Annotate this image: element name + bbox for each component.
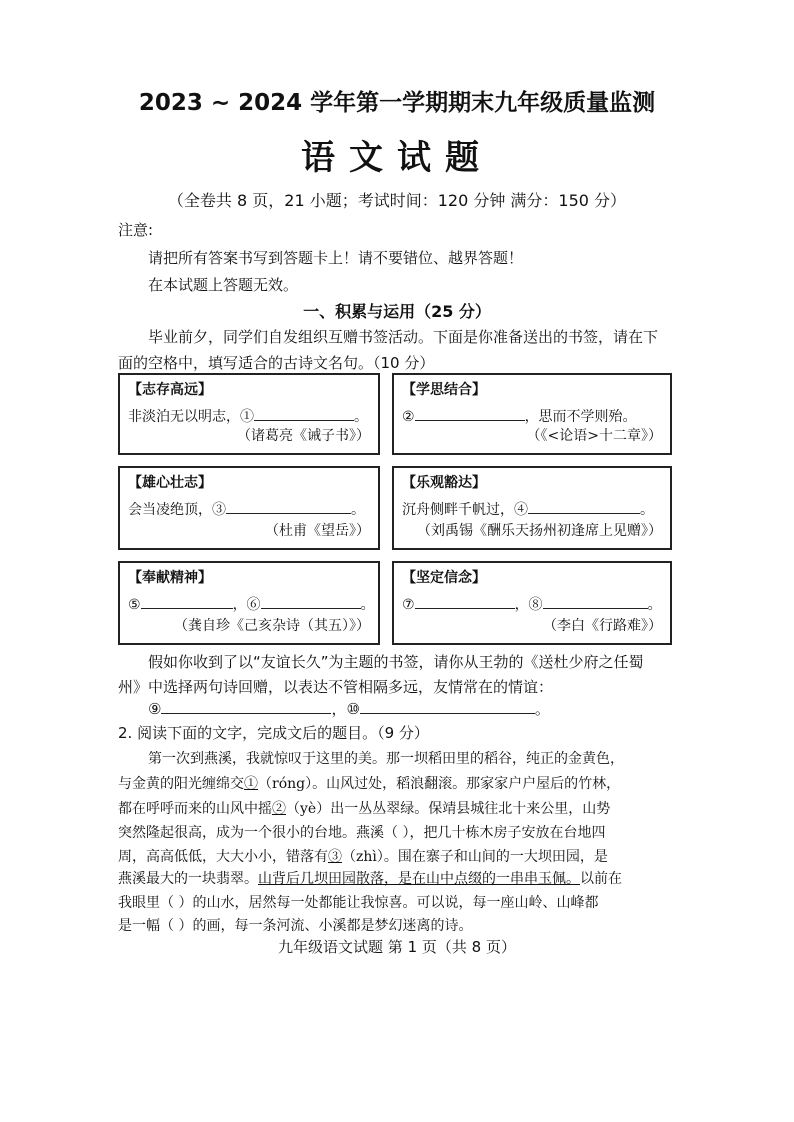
bookmark-source: （李白《行路难》） bbox=[543, 618, 662, 634]
bookmark-quote bbox=[402, 498, 654, 519]
bookmark-heading: 【奉献精神】 bbox=[128, 570, 212, 586]
bookmark-heading: 【雄心壮志】 bbox=[128, 475, 212, 491]
bookmark-4 bbox=[392, 466, 672, 550]
question-2-title: 2. 阅读下面的文字，完成文后的题目。（9 分） bbox=[118, 724, 429, 742]
friendship-line-1: 假如你收到了以“友谊长久”为主题的书签，请你从王勃的《送杜少府之任蜀 bbox=[148, 653, 644, 671]
answer-blank-1 bbox=[254, 405, 354, 421]
passage-line-2 bbox=[118, 773, 620, 793]
passage-text: 与金黄的阳光缠绵交 bbox=[118, 776, 244, 792]
bookmark-quote bbox=[402, 405, 637, 426]
bookmark-5 bbox=[118, 561, 380, 645]
page-footer: 九年级语文试题 第 1 页（共 8 页） bbox=[278, 938, 516, 956]
fill-blank-1: ① bbox=[244, 776, 258, 792]
passage-line-5 bbox=[118, 846, 608, 866]
bookmark-2 bbox=[392, 373, 672, 455]
passage-text: 燕溪最大的一块翡翠。 bbox=[118, 871, 258, 887]
bookmark-3 bbox=[118, 466, 380, 550]
friendship-answer-line bbox=[148, 698, 550, 719]
bookmark-6 bbox=[392, 561, 672, 645]
passage-text: 周，高高低低，大大小小，错落有 bbox=[118, 849, 328, 865]
answer-blank-9 bbox=[161, 698, 331, 714]
notice-label: 注意: bbox=[118, 221, 154, 239]
bookmark-source: （杜甫《望岳》） bbox=[265, 523, 370, 539]
fill-blank-3: ③ bbox=[328, 849, 342, 865]
quote-text: 。 bbox=[351, 502, 365, 518]
subject-title: 语文试题 bbox=[301, 138, 493, 178]
notice-line-2: 在本试题上答题无效。 bbox=[148, 276, 299, 294]
section-intro-2: 面的空格中，填写适合的古诗文名句。（10 分） bbox=[118, 354, 435, 372]
passage-text: 都在呼呼而来的山风中摇 bbox=[118, 801, 272, 817]
quote-text: ② bbox=[402, 409, 415, 425]
passage-line-1: 第一次到燕溪，我就惊叹于这里的美。那一坝稻田里的稻谷，纯正的金黄色， bbox=[148, 751, 624, 767]
passage-line-8: 是一幅（ ）的画，每一条河流、小溪都是梦幻迷离的诗。 bbox=[118, 918, 473, 934]
quote-text: 。 bbox=[360, 597, 375, 613]
bookmark-heading: 【坚定信念】 bbox=[402, 570, 486, 586]
section-title: 一、积累与运用（25 分） bbox=[303, 302, 491, 321]
quote-text: 非淡泊无以明志，① bbox=[128, 409, 254, 425]
passage-line-7: 我眼里（ ）的山水，居然每一处都能让我惊喜。可以说，每一座山岭、山峰都 bbox=[118, 895, 599, 911]
section-intro-1: 毕业前夕，同学们自发组织互赠书签活动。下面是你准备送出的书签，请在下 bbox=[148, 328, 659, 346]
notice-line-1: 请把所有答案书写到答题卡上！请不要错位、越界答题！ bbox=[148, 249, 524, 267]
bookmark-heading: 【乐观豁达】 bbox=[402, 475, 486, 491]
answer-blank-10 bbox=[360, 698, 535, 714]
blank-number: ⑨ bbox=[148, 700, 162, 718]
passage-text: 以前在 bbox=[580, 871, 622, 887]
answer-blank-7 bbox=[415, 593, 515, 609]
bookmark-source: （刘禹锡《酬乐天扬州初逢席上见赠》） bbox=[417, 523, 662, 539]
passage-line-4: 突然隆起很高，成为一个很小的台地。燕溪（ ），把几十栋木房子安放在台地四 bbox=[118, 825, 606, 841]
underlined-sentence: 山背后几坝田园散落，是在山中点缀的一串串玉佩。 bbox=[258, 871, 580, 887]
bookmark-source: （龚自珍《己亥杂诗（其五）》） bbox=[174, 618, 370, 634]
passage-text: （yè）出一丛丛翠绿。保靖县城往北十来公里，山势 bbox=[286, 801, 611, 817]
answer-blank-5 bbox=[141, 593, 233, 609]
quote-text: ⑤ bbox=[128, 597, 141, 613]
bookmark-source: （《<论语>十二章》） bbox=[526, 428, 662, 444]
quote-text: ，⑧ bbox=[514, 597, 543, 613]
quote-text: ，思而不学则殆。 bbox=[524, 409, 637, 425]
quote-text: 。 bbox=[647, 597, 662, 613]
quote-text: 。 bbox=[354, 409, 368, 425]
blank-number: ，⑩ bbox=[331, 700, 360, 718]
passage-text: （róng）。山风过处，稻浪翻滚。那家家户户屋后的竹林， bbox=[258, 776, 621, 792]
punctuation: 。 bbox=[534, 700, 550, 718]
quote-text: 沉舟侧畔千帆过，④ bbox=[402, 502, 528, 518]
quote-text: 会当凌绝顶，③ bbox=[128, 502, 226, 518]
answer-blank-8 bbox=[543, 593, 648, 609]
answer-blank-2 bbox=[415, 405, 525, 421]
bookmark-heading: 【学思结合】 bbox=[402, 382, 486, 398]
passage-text: （zhì）。围在寨子和山间的一大坝田园，是 bbox=[342, 849, 608, 865]
quote-text: ，⑥ bbox=[232, 597, 261, 613]
bookmark-1 bbox=[118, 373, 380, 455]
answer-blank-4 bbox=[528, 498, 640, 514]
bookmark-heading: 【志存高远】 bbox=[128, 382, 212, 398]
bookmark-quote bbox=[128, 593, 375, 614]
bookmark-quote bbox=[402, 593, 662, 614]
answer-blank-6 bbox=[261, 593, 361, 609]
exam-info: （全卷共 8 页，21 小题；考试时间：120 分钟 满分：150 分） bbox=[167, 191, 627, 210]
quote-text: 。 bbox=[640, 502, 654, 518]
friendship-line-2: 州》中选择两句诗回赠，以表达不管相隔多远，友情常在的情谊： bbox=[118, 678, 554, 696]
quote-text: ⑦ bbox=[402, 597, 415, 613]
passage-line-6 bbox=[118, 868, 622, 888]
bookmark-quote bbox=[128, 405, 368, 426]
passage-line-3 bbox=[118, 798, 610, 818]
exam-title: 2023 ~ 2024 学年第一学期期末九年级质量监测 bbox=[138, 90, 656, 116]
bookmark-source: （诸葛亮《诫子书》） bbox=[237, 428, 370, 444]
bookmark-quote bbox=[128, 498, 365, 519]
fill-blank-2: ② bbox=[272, 801, 286, 817]
answer-blank-3 bbox=[226, 498, 351, 514]
